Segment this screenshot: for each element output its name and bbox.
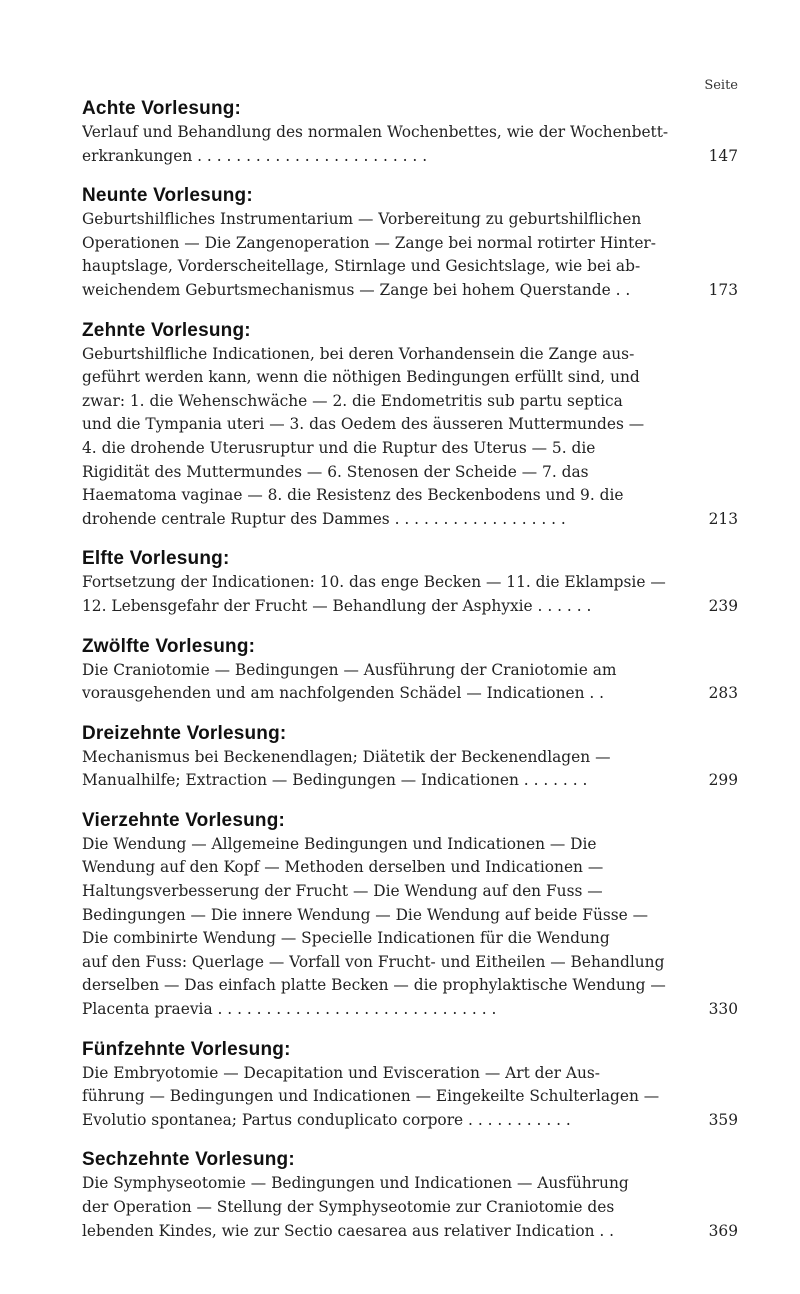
description-line [82, 121, 738, 145]
description-line [82, 746, 738, 770]
description-line [82, 998, 738, 1022]
description-line [82, 880, 738, 904]
table-of-contents [82, 97, 738, 1259]
description-text: drohende centrale Ruptur des Dammes . . . . . . . . . . . . . . . . . . [82, 509, 566, 528]
toc-entry [82, 184, 738, 302]
description-text: Manualhilfe; Extraction — Bedingungen — Indicationen . . . . . . . [82, 771, 588, 790]
description-line [82, 366, 738, 390]
page-number: 239 [690, 595, 738, 619]
description-text: Die combinirte Wendung — Specielle Indicationen für die Wendung [82, 929, 610, 948]
description-text: Rigidität des Muttermundes — 6. Stenosen der Scheide — 7. das [82, 462, 589, 481]
description-line [82, 145, 738, 169]
toc-entry [82, 97, 738, 168]
description-text: Operationen — Die Zangenoperation — Zange bei normal rotirter Hinter- [82, 233, 656, 252]
description-line [82, 659, 738, 683]
description-text: geführt werden kann, wenn die nöthigen Bedingungen erfüllt sind, und [82, 368, 640, 387]
lecture-heading: Sechzehnte Vorlesung: [82, 1149, 295, 1171]
description-text: hauptslage, Vorderscheitellage, Stirnlage und Gesichtslage, wie bei ab- [82, 257, 641, 276]
page-number: 359 [690, 1109, 738, 1133]
description-text: 4. die drohende Uterusruptur und die Ruptur des Uterus — 5. die [82, 438, 596, 457]
description-line [82, 856, 738, 880]
page-number: 213 [690, 508, 738, 532]
lecture-heading: Zwölfte Vorlesung: [82, 635, 256, 657]
description-line [82, 595, 738, 619]
description-line [82, 1220, 738, 1244]
description-text: derselben — Das einfach platte Becken — die prophylaktische Wendung — [82, 976, 666, 995]
description-line [82, 208, 738, 232]
description-line [82, 232, 738, 256]
description-text: Die Symphyseotomie — Bedingungen und Indicationen — Ausführung [82, 1174, 629, 1193]
lecture-heading: Vierzehnte Vorlesung: [82, 809, 286, 831]
description-line [82, 413, 738, 437]
description-line [82, 255, 738, 279]
description-text: Die Embryotomie — Decapitation und Evisceration — Art der Aus- [82, 1063, 600, 1082]
description-line [82, 437, 738, 461]
description-line [82, 1085, 738, 1109]
description-text: Haltungsverbesserung der Frucht — Die Wendung auf den Fuss — [82, 882, 603, 901]
description-text: Die Craniotomie — Bedingungen — Ausführung der Craniotomie am [82, 660, 617, 679]
toc-entry [82, 1148, 738, 1243]
lecture-heading: Achte Vorlesung: [82, 98, 242, 119]
description-line [82, 951, 738, 975]
description-text: Die Wendung — Allgemeine Bedingungen und Indicationen — Die [82, 834, 597, 853]
description-text: 12. Lebensgefahr der Frucht — Behandlung der Asphyxie . . . . . . [82, 596, 592, 615]
page-number: 147 [690, 145, 738, 169]
toc-entry [82, 319, 738, 532]
description-text: vorausgehenden und am nachfolgenden Schädel — Indicationen . . [82, 684, 605, 703]
description-line [82, 1196, 738, 1220]
lecture-heading: Fünfzehnte Vorlesung: [82, 1038, 291, 1060]
description-text: Evolutio spontanea; Partus conduplicato corpore . . . . . . . . . . . [82, 1110, 571, 1129]
page-number: 299 [690, 769, 738, 793]
lecture-heading: Neunte Vorlesung: [82, 185, 253, 207]
description-text: weichendem Geburtsmechanismus — Zange bei hohem Querstande . . [82, 280, 631, 299]
description-text: zwar: 1. die Wehenschwäche — 2. die Endometritis sub partu septica [82, 391, 623, 410]
description-text: Geburtshilfliches Instrumentarium — Vorbereitung zu geburtshilflichen [82, 210, 642, 229]
description-line [82, 974, 738, 998]
description-line [82, 279, 738, 303]
description-line [82, 571, 738, 595]
lecture-heading: Elfte Vorlesung: [82, 548, 230, 570]
description-line [82, 1062, 738, 1086]
description-line [82, 769, 738, 793]
description-text: auf den Fuss: Querlage — Vorfall von Frucht- und Eitheilen — Behandlung [82, 952, 665, 971]
description-line [82, 461, 738, 485]
page-number: 369 [690, 1220, 738, 1244]
lecture-heading: Dreizehnte Vorlesung: [82, 722, 287, 744]
toc-entry [82, 1038, 738, 1133]
toc-entry [82, 635, 738, 706]
description-text: und die Tympania uteri — 3. das Oedem des äusseren Muttermundes — [82, 415, 645, 434]
description-line [82, 343, 738, 367]
description-text: erkrankungen . . . . . . . . . . . . . . . . . . . . . . . . [82, 146, 428, 165]
description-text: Bedingungen — Die innere Wendung — Die Wendung auf beide Füsse — [82, 905, 649, 924]
description-text: lebenden Kindes, wie zur Sectio caesarea aus relativer Indication . . [82, 1221, 615, 1240]
description-text: Placenta praevia . . . . . . . . . . . . . . . . . . . . . . . . . . . . . [82, 1000, 497, 1019]
description-text: führung — Bedingungen und Indicationen — Eingekeilte Schulterlagen — [82, 1087, 660, 1106]
description-line [82, 484, 738, 508]
description-line [82, 927, 738, 951]
page-number: 330 [690, 998, 738, 1022]
lecture-heading: Zehnte Vorlesung: [82, 319, 251, 341]
toc-entry [82, 547, 738, 618]
description-line [82, 1172, 738, 1196]
description-line [82, 1109, 738, 1133]
description-line [82, 390, 738, 414]
description-text: Mechanismus bei Beckenendlagen; Diätetik der Beckenendlagen — [82, 747, 611, 766]
description-text: Haematoma vaginae — 8. die Resistenz des Beckenbodens und 9. die [82, 486, 624, 505]
seite-label: Seite [704, 78, 738, 93]
page-number: 173 [690, 279, 738, 303]
description-text: Fortsetzung der Indicationen: 10. das enge Becken — 11. die Eklampsie — [82, 573, 666, 592]
description-line [82, 833, 738, 857]
description-line [82, 682, 738, 706]
toc-entry [82, 722, 738, 793]
description-text: Verlauf und Behandlung des normalen Wochenbettes, wie der Wochenbett- [82, 123, 669, 141]
description-text: der Operation — Stellung der Symphyseotomie zur Craniotomie des [82, 1198, 615, 1216]
description-text: Geburtshilfliche Indicationen, bei deren Vorhandensein die Zange aus- [82, 344, 635, 363]
description-line [82, 904, 738, 928]
toc-entry [82, 809, 738, 1022]
description-text: Wendung auf den Kopf — Methoden derselben und Indicationen — [82, 858, 604, 877]
page-number: 283 [690, 682, 738, 706]
description-line [82, 508, 738, 532]
